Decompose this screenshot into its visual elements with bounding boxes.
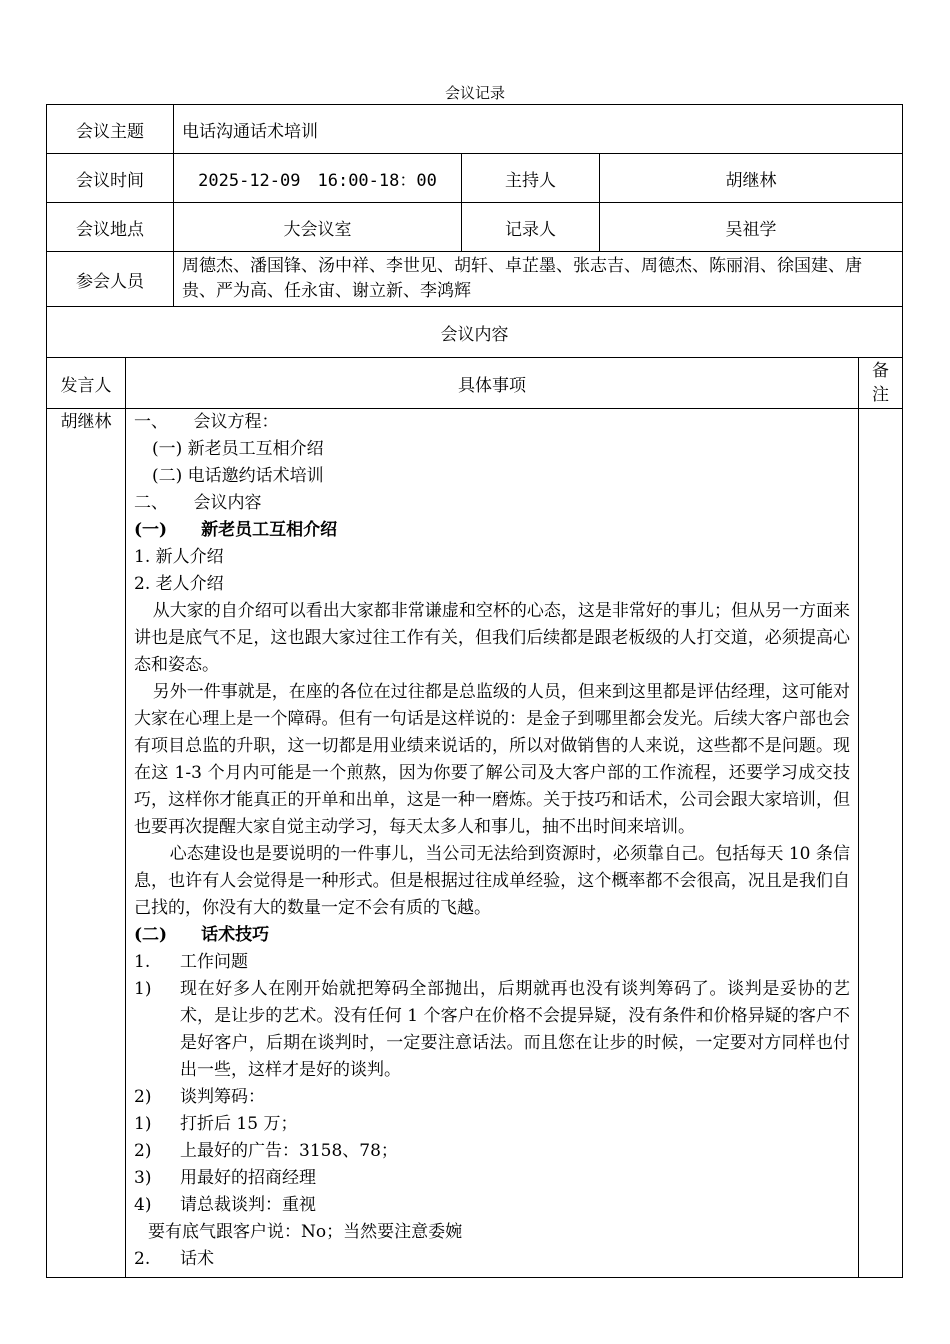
paragraph-2: 另外一件事就是，在座的各位在过往都是总监级的人员，但来到这里都是评估经理，这可能对大家在心理上是一个障碍。但有一句话是这样说的：是金子到哪里都会发光。后续大客户部也会有项目总监的升职，这一切都是用业绩来说话的，所以对做销售的人来说，这些都不是问题。现在这 1-3 个月内可能是一个煎熬，因为你要了解公司及大客户部的工作流程，还要学习成交技巧，这样你才能真正的开单和出单，这是一种一磨炼。关于技巧和话术，公司会跟大家培训，但也要再次提醒大家自觉主动学习，每天太多人和事儿，抽不出时间来培训。 [134, 682, 850, 837]
list-number: 2) [134, 1141, 152, 1161]
document-title: 会议记录 [444, 84, 505, 102]
paragraph-3: 心态建设也是要说明的一件事儿，当公司无法给到资源时，必须靠自己。包括每天 10 条信息，也许有人会觉得是一种形式。但是根据过往成单经验，这个概率都不会很高，况且是我们自己找的，你没有大的数量一定不会有质的飞越。 [134, 844, 850, 918]
list-item [134, 1111, 850, 1138]
list-number: 4) [134, 1195, 152, 1215]
section-2-heading: (二) 话术技巧 [134, 925, 270, 945]
list-text: 现在好多人在刚开始就把筹码全部抛出，后期就再也没有谈判筹码了。谈判是妥协的艺术，是让步的艺术。没有任何 1 个客户在价格不会提异疑，没有条件和价格异疑的客户不是好客户，后期在谈判时，一定要注意话法。而且您在让步的时候，一定要对方同样也付出一些，这样才是好的谈判。 [180, 979, 850, 1080]
content-heading: 二、 会议内容 [134, 493, 262, 513]
list-text: 话术 [180, 1249, 214, 1269]
list-item [134, 1192, 850, 1219]
recorder-value: 吴祖学 [600, 203, 903, 252]
list-text: 上最好的广告：3158、78； [180, 1141, 398, 1161]
meeting-record-table [46, 104, 903, 1278]
list-text: 工作问题 [180, 952, 248, 972]
agenda-item-1: (一) 新老员工互相介绍 [152, 439, 324, 459]
list-number: 2) [134, 1087, 152, 1107]
list-item [134, 976, 850, 1084]
notes-column-header: 备注 [859, 358, 903, 409]
list-item [134, 1084, 850, 1111]
section-1-item-1: 1. 新人介绍 [134, 547, 224, 567]
topic-value: 电话沟通话术培训 [174, 105, 903, 154]
section-1-heading: (一) 新老员工互相介绍 [134, 520, 338, 540]
list-text: 谈判筹码： [180, 1087, 265, 1107]
attendees-label: 参会人员 [47, 252, 174, 307]
topic-label: 会议主题 [47, 105, 174, 154]
list-item [134, 949, 850, 976]
time-label: 会议时间 [47, 154, 174, 203]
notes-cell [859, 409, 903, 1278]
recorder-label: 记录人 [462, 203, 600, 252]
list-text: 打折后 15 万； [180, 1114, 298, 1134]
section-1-item-2: 2. 老人介绍 [134, 574, 224, 594]
agenda-heading: 一、 会议方程： [134, 412, 279, 432]
items-cell [126, 409, 859, 1278]
list-number: 3) [134, 1168, 152, 1188]
list-item [134, 1246, 850, 1273]
speaker-cell: 胡继林 [47, 409, 126, 1278]
list-number: 2. [134, 1249, 151, 1269]
list-number: 1. [134, 952, 151, 972]
place-value: 大会议室 [174, 203, 462, 252]
list-item [134, 1138, 850, 1165]
note-line: 要有底气跟客户说：No；当然要注意委婉 [148, 1222, 463, 1242]
items-column-header: 具体事项 [126, 358, 859, 409]
list-number: 1) [134, 1114, 152, 1134]
host-value: 胡继林 [600, 154, 903, 203]
speaker-column-header: 发言人 [47, 358, 126, 409]
host-label: 主持人 [462, 154, 600, 203]
list-text: 用最好的招商经理 [180, 1168, 316, 1188]
list-number: 1) [134, 979, 152, 999]
agenda-item-2: (二) 电话邀约话术培训 [152, 466, 324, 486]
place-label: 会议地点 [47, 203, 174, 252]
time-value: 2025-12-09 16:00-18：00 [174, 154, 462, 203]
list-item [134, 1165, 850, 1192]
list-text: 请总裁谈判：重视 [180, 1195, 316, 1215]
paragraph-1: 从大家的自介绍可以看出大家都非常谦虚和空杯的心态，这是非常好的事儿；但从另一方面来讲也是底气不足，这也跟大家过往工作有关，但我们后续都是跟老板级的人打交道，必须提高心态和姿态。 [134, 601, 850, 675]
content-header: 会议内容 [47, 307, 903, 358]
attendees-value: 周德杰、潘国锋、汤中祥、李世见、胡轩、卓芷墨、张志吉、周德杰、陈丽涓、徐国建、唐贵、严为高、任永宙、谢立新、李鸿辉 [174, 252, 903, 307]
